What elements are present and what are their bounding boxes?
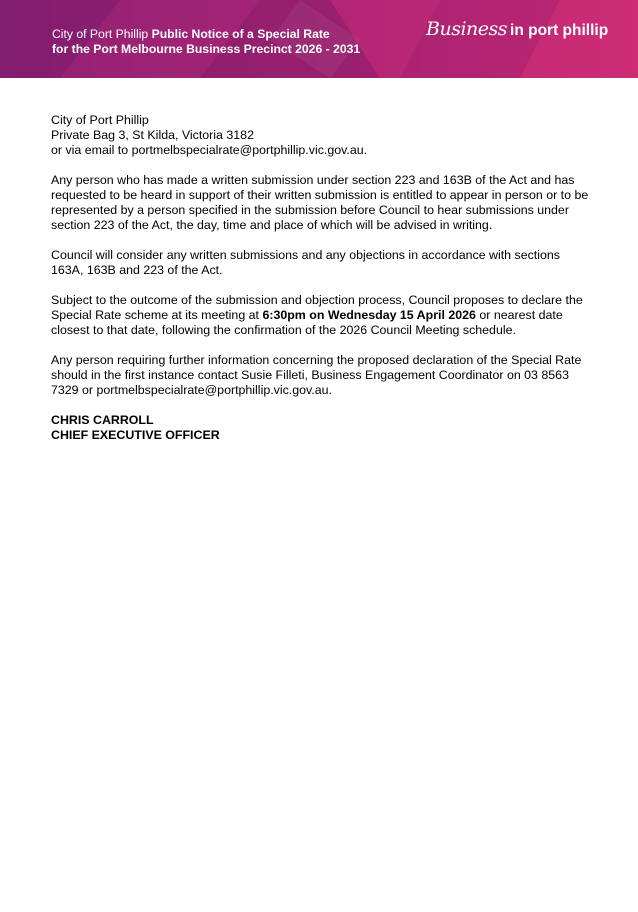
logo-text: in port phillip xyxy=(510,22,609,39)
banner-org: City of Port Phillip xyxy=(52,27,149,41)
banner-title-line1: Public Notice of a Special Rate xyxy=(151,27,330,41)
address-line-2: Private Bag 3, St Kilda, Victoria 3182 xyxy=(51,128,254,142)
postal-address xyxy=(51,113,591,158)
signatory-role: CHIEF EXECUTIVE OFFICER xyxy=(51,428,220,442)
contact-paragraph: Any person requiring further information concerning the proposed declaration of the Special Rate should in the first instance contact Susie Filleti, Business Engagement Coordinator on 03 8563 7329 or portmelbspecialrate@portphillip.vic.gov.au. xyxy=(51,353,582,397)
signatory-name: CHRIS CARROLL xyxy=(51,413,154,427)
address-line-3: or via email to portmelbspecialrate@portphillip.vic.gov.au. xyxy=(51,143,368,157)
header-banner xyxy=(0,0,638,78)
declaration-text-start: Subject to the outcome of the submission and objection process, Council proposes to declare the Special Rate scheme at its meeting at xyxy=(51,293,583,322)
address-line-1: City of Port Phillip xyxy=(51,113,149,127)
business-in-port-phillip-logo xyxy=(426,18,608,50)
notice-body xyxy=(51,113,591,443)
banner-title xyxy=(52,27,392,56)
declaration-paragraph xyxy=(51,293,591,338)
signature-block xyxy=(51,413,591,443)
declaration-text-end: or nearest date closest to that date, following the confirmation of the 2026 Council Meeting schedule. xyxy=(51,308,563,337)
meeting-date-time: 6:30pm on Wednesday 15 April 2026 xyxy=(262,308,476,322)
consideration-paragraph: Council will consider any written submissions and any objections in accordance with sections 163A, 163B and 223 of the Act. xyxy=(51,248,560,277)
hearing-paragraph: Any person who has made a written submission under section 223 and 163B of the Act and has requested to be heard in support of their written submission is entitled to appear in person or to be represented by a person specified in the submission before Council to hear submissions under section 223 of the Act, the day, time and place of which will be advised in writing. xyxy=(51,173,589,232)
logo-script-text: Business xyxy=(426,18,508,40)
banner-title-line2: for the Port Melbourne Business Precinct 2026 - 2031 xyxy=(52,41,361,56)
